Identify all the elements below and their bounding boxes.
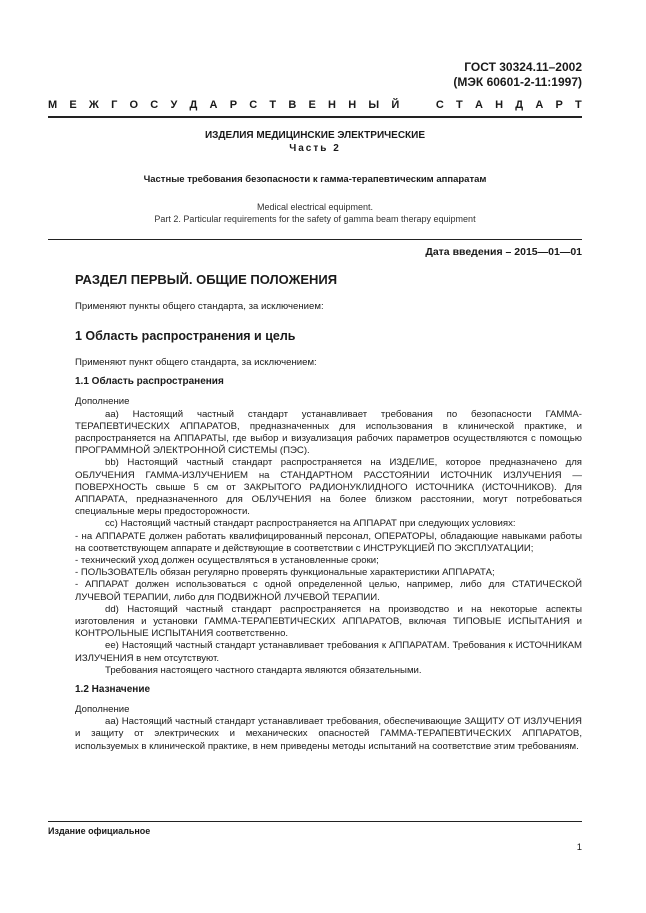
clause-1-heading: 1 Область распространения и цель — [75, 329, 296, 344]
clause-1-2-addition: Дополнение — [75, 704, 130, 716]
introduction-date: Дата введения – 2015—01—01 — [425, 246, 582, 258]
banner-letter: Т — [269, 99, 277, 111]
banner-letter: Е — [69, 99, 77, 111]
standard-title: ИЗДЕЛИЯ МЕДИЦИНСКИЕ ЭЛЕКТРИЧЕСКИЕ — [204, 130, 426, 141]
standard-subtitle: Частные требования безопасности к гамма-терапевтическим аппаратам — [143, 174, 487, 185]
standard-number-block — [453, 60, 582, 90]
banner-letter: Н — [348, 99, 357, 111]
cc-list-item: - на АППАРАТЕ должен работать квалифицированный персонал, ОПЕРАТОРЫ, обладающие навыками работы на соответствующем аппарате и действующие в соответствии с ИНСТРУКЦИЕЙ ПО ЭКСПЛУАТАЦИИ; — [75, 530, 582, 554]
clause-1-intro: Применяют пункт общего стандарта, за исключением: — [75, 357, 317, 369]
english-title-line1: Medical electrical equipment. — [256, 202, 374, 212]
title-rule — [48, 239, 582, 240]
purpose-paragraph-aa: аа) Настоящий частный стандарт устанавливает требования, обеспечивающие ЗАЩИТУ ОТ ИЗЛУЧЕНИЯ и защиту от электрических и механических опасностей ГАММА-ТЕРАПЕВТИЧЕСКИХ АППАРАТОВ, используемых в клинической практике, в нем приведены методы испытаний на соответствие этим требованиям. — [75, 716, 582, 752]
clause-1-1-heading: 1.1 Область распространения — [75, 376, 224, 388]
gost-number: ГОСТ 30324.11–2002 — [464, 60, 582, 74]
mandatory-note: Требования настоящего частного стандарта являются обязательными. — [105, 664, 422, 676]
banner-letter: А — [535, 99, 544, 111]
clause-1-1-addition: Дополнение — [75, 396, 130, 408]
banner-letter: С — [435, 99, 444, 111]
banner-letter: У — [170, 99, 178, 111]
banner-letter: Т — [575, 99, 582, 111]
banner-letter: Д — [189, 99, 198, 111]
banner-letter: А — [474, 99, 483, 111]
part-number: Часть 2 — [289, 143, 341, 154]
banner-letter: Д — [515, 99, 524, 111]
banner-letter: В — [288, 99, 297, 111]
banner-letter: М — [48, 99, 58, 111]
paragraph-aa: аа) Настоящий частный стандарт устанавливает требования по безопасности ГАММА-ТЕРАПЕВТИЧЕСКИХ АППАРАТОВ, предназначенных для использования в клинической практике, и распространяется на АППАРАТЫ, где выбор и визуализация рабочих параметров осуществляются с помощью ПРОГРАММНОЙ ЭЛЕКТРОННОЙ СИСТЕМЫ (ПЭС). — [75, 408, 582, 457]
official-edition-label: Издание официальное — [48, 826, 151, 836]
banner-letter: С — [150, 99, 159, 111]
section-title: РАЗДЕЛ ПЕРВЫЙ. ОБЩИЕ ПОЛОЖЕНИЯ — [75, 272, 338, 287]
cc-list-item: - АППАРАТ должен использоваться с одной определенной целью, например, либо для СТАТИЧЕСКОЙ ЛУЧЕВОЙ ТЕРАПИИ, либо для ПОДВИЖНОЙ ЛУЧЕВОЙ ТЕРАПИИ. — [75, 579, 582, 603]
banner-letter: Т — [456, 99, 463, 111]
paragraph-bb: bb) Настоящий частный стандарт распространяется на ИЗДЕЛИЕ, которое предназначено для ОБЛУЧЕНИЯ ГАММА-ИЗЛУЧЕНИЕМ на СТАНДАРТНОМ РАССТОЯНИИ ИСТОЧНИК ИЗЛУЧЕНИЯ — ПОВЕРХНОСТЬ свыше 5 см от ЗАКРЫТОГО РАДИОНУКЛИДНОГО ИСТОЧНИКА (ИСТОЧНИКОВ). Для АППАРАТА, предназначенного для ОБЛУЧЕНИЯ на более близком расстоянии, могут потребоваться специальные меры предосторожности. — [75, 457, 582, 518]
banner-letter: Е — [308, 99, 316, 111]
banner-letter: Н — [495, 99, 504, 111]
banner-letter: Н — [328, 99, 336, 111]
banner-letter: Р — [555, 99, 563, 111]
interstate-standard-banner — [48, 99, 582, 111]
paragraph-cc: сс) Настоящий частный стандарт распространяется на АППАРАТ при следующих условиях: — [105, 518, 516, 530]
cc-list-item: - ПОЛЬЗОВАТЕЛЬ обязан регулярно проверять функциональные характеристики АППАРАТА; — [75, 567, 495, 579]
clause-1-2-heading: 1.2 Назначение — [75, 684, 151, 696]
header-rule — [48, 116, 582, 118]
section-intro: Применяют пункты общего стандарта, за исключением: — [75, 301, 324, 312]
page-number: 1 — [576, 842, 582, 853]
banner-letter: А — [209, 99, 218, 111]
paragraph-ee: ее) Настоящий частный стандарт устанавливает требования к АППАРАТАМ. Требования к ИСТОЧНИКАМ ИЗЛУЧЕНИЯ в нем отсутствуют. — [75, 640, 582, 664]
english-title — [48, 201, 582, 225]
iec-number: (МЭК 60601-2-11:1997) — [453, 75, 582, 89]
banner-letter: Ы — [368, 99, 380, 111]
banner-letter: С — [249, 99, 258, 111]
title-block — [48, 129, 582, 225]
paragraph-dd: dd) Настоящий частный стандарт распространяется на производство и на некоторые аспекты изготовления и установки ГАММА-ТЕРАПЕВТИЧЕСКИХ АППАРАТОВ, включая ТИПОВЫЕ ИСПЫТАНИЯ и КОНТРОЛЬНЫЕ ИСПЫТАНИЯ соответственно. — [75, 603, 582, 640]
banner-letter: Р — [229, 99, 238, 111]
english-title-line2: Part 2. Particular requirements for the safety of gamma beam therapy equipment — [154, 214, 476, 224]
banner-letter: Г — [111, 99, 118, 111]
banner-letter: О — [129, 99, 139, 111]
footer-rule — [48, 821, 582, 822]
banner-letter: Й — [391, 99, 400, 111]
document-body — [75, 272, 582, 753]
banner-letter: Ж — [88, 99, 99, 111]
cc-list-item: - технический уход должен осуществляться в установленные сроки; — [75, 555, 379, 567]
